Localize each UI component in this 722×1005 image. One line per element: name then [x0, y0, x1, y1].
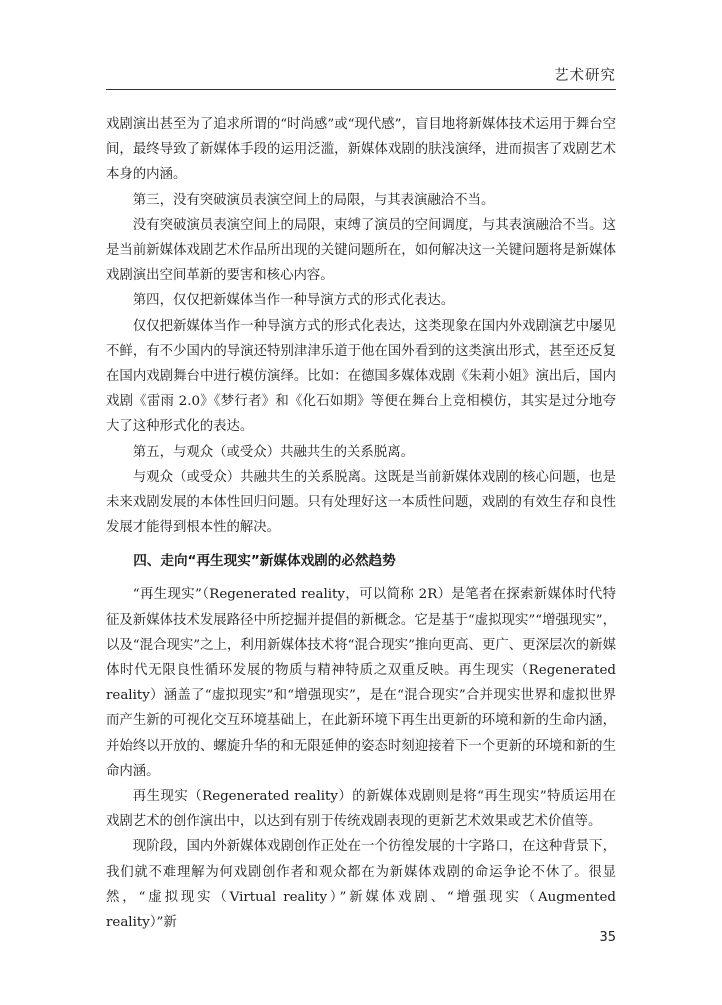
article-body — [106, 112, 616, 935]
paragraph-6: 第五，与观众（或受众）共融共生的关系脱离。 — [132, 444, 414, 460]
paragraph-10: 现阶段，国内外新媒体戏剧创作正处在一个彷徨发展的十字路口，在这种背景下，我们就不难理解为何戏剧创作者和观众都在为新媒体戏剧的命运争论不休了。很显然，“虚拟现实（Virtual reality）”新媒体戏剧、“增强现实（Augmented reality）”新 — [106, 839, 616, 931]
paragraph-1: 戏剧演出甚至为了追求所谓的“时尚感”或“现代感”，盲目地将新媒体技术运用于舞台空间，最终导致了新媒体手段的运用泛滥，新媒体戏剧的肤浅演绎，进而损害了戏剧艺术本身的内涵。 — [106, 117, 616, 183]
header-rule — [106, 89, 616, 90]
paragraph-5: 仅仅把新媒体当作一种导演方式的形式化表达，这类现象在国内外戏剧演艺中屡见不鲜，有不少国内的导演还特别津津乐道于他在国外看到的这类演出形式，甚至还反复在国内戏剧舞台中进行模仿演绎。比如：在德国多媒体戏剧《朱莉小姐》演出后，国内戏剧《雷雨 2.0》《梦行者》和《化石如期》等便在舞台上竞相模仿，其实是过分地夸大了这种形式化的表达。 — [106, 318, 616, 435]
running-header — [106, 58, 616, 98]
paragraph-7: 与观众（或受众）共融共生的关系脱离。这既是当前新媒体戏剧的核心问题，也是未来戏剧发展的本体性回归问题。只有处理好这一本质性问题，戏剧的有效生存和良性发展才能得到根本性的解决。 — [106, 469, 616, 536]
paragraph-2: 第三，没有突破演员表演空间上的局限，与其表演融洽不当。 — [132, 192, 495, 208]
section-heading: 四、走向“再生现实”新媒体戏剧的必然趋势 — [133, 553, 396, 570]
paragraph-9: 再生现实（Regenerated reality）的新媒体戏剧则是将“再生现实”特质运用在戏剧艺术的创作演出中，以达到有别于传统戏剧表现的更新艺术效果或艺术价值等。 — [106, 789, 616, 830]
page-number: 35 — [599, 930, 616, 945]
paragraph-3: 没有突破演员表演空间上的局限，束缚了演员的空间调度，与其表演融洽不当。这是当前新媒体戏剧艺术作品所出现的关键问题所在，如何解决这一关键问题将是新媒体戏剧演出空间革新的要害和核心内容。 — [106, 217, 616, 284]
paragraph-8: “再生现实”（Regenerated reality，可以简称 2R）是笔者在探索新媒体时代特征及新媒体技术发展路径中所挖掘并提倡的新概念。它是基于“虚拟现实”“增强现实”，以及“混合现实”之上，利用新媒体技术将“混合现实”推向更高、更广、更深层次的新媒体时代无限良性循环发展的物质与精神特质之双重反映。再生现实（Regenerated reality）涵盖了“虚拟现实”和“增强现实”，是在“混合现实”合并现实世界和虚拟世界而产生新的可视化交互环境基础上，在此新环境下再生出更新的环境和新的生命内涵，并始终以开放的、螺旋升华的和无限延伸的姿态时刻迎接着下一个更新的环境和新的生命内涵。 — [106, 587, 616, 779]
header-title: 艺术研究 — [554, 68, 616, 84]
paragraph-4: 第四，仅仅把新媒体当作一种导演方式的形式化表达。 — [132, 293, 455, 309]
